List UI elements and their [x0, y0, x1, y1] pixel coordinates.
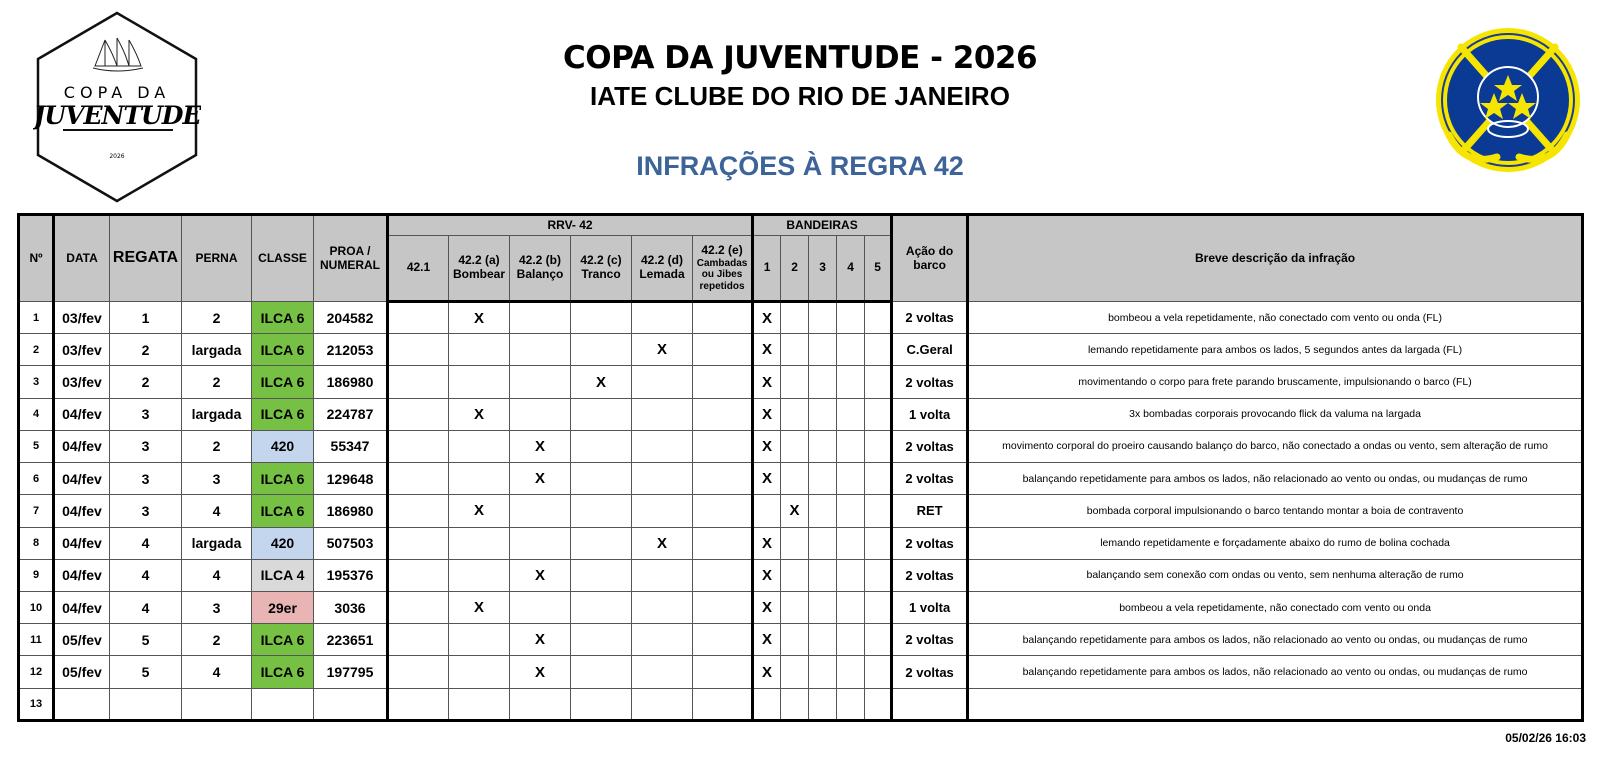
rrv-mark-cell — [632, 398, 693, 430]
rrv-mark-cell — [632, 624, 693, 656]
flag-mark-cell — [837, 398, 865, 430]
flag-mark-cell — [837, 430, 865, 462]
row-date: 05/fev — [54, 656, 110, 688]
print-timestamp: 05/02/26 16:03 — [1505, 731, 1586, 745]
rrv-mark-cell: X — [510, 463, 571, 495]
infractions-table — [17, 213, 1584, 722]
flag-mark-cell — [865, 398, 892, 430]
rrv-mark-cell — [693, 302, 753, 334]
rrv-mark-cell — [571, 463, 632, 495]
rrv-mark-cell — [388, 463, 449, 495]
col-classe-header: CLASSE — [252, 215, 314, 302]
rrv-mark-cell — [388, 366, 449, 398]
row-classe: 420 — [252, 527, 314, 559]
rrv-mark-cell — [449, 463, 510, 495]
row-number: 7 — [19, 495, 54, 527]
rrv-mark-cell — [632, 302, 693, 334]
rrv-mark-cell: X — [632, 527, 693, 559]
row-descricao: balançando sem conexão com ondas ou vento, sem nenhuma alteração de rumo — [968, 559, 1583, 591]
flag-mark-cell — [809, 624, 837, 656]
col-descricao-header: Breve descrição da infração — [968, 215, 1583, 302]
rrv-mark-cell — [510, 527, 571, 559]
table-row — [19, 430, 1583, 462]
rrv-mark-cell: X — [449, 398, 510, 430]
rrv-mark-cell — [388, 398, 449, 430]
row-acao: 2 voltas — [892, 624, 968, 656]
page-subtitle: IATE CLUBE DO RIO DE JANEIRO — [590, 81, 1010, 111]
rrv-mark-cell — [632, 591, 693, 623]
rrv-mark-cell: X — [510, 559, 571, 591]
rrv-mark-cell: X — [510, 656, 571, 688]
row-proa: 129648 — [314, 463, 388, 495]
row-regata: 1 — [110, 302, 182, 334]
row-acao: 1 volta — [892, 398, 968, 430]
flag-mark-cell — [837, 559, 865, 591]
row-number: 12 — [19, 656, 54, 688]
table-row — [19, 334, 1583, 366]
row-classe: ILCA 6 — [252, 366, 314, 398]
flag-mark-cell: X — [753, 591, 781, 623]
rrv-mark-cell — [510, 591, 571, 623]
table-row — [19, 302, 1583, 334]
rrv-mark-cell — [388, 656, 449, 688]
row-acao: 2 voltas — [892, 656, 968, 688]
rrv-mark-cell — [388, 559, 449, 591]
flag-mark-cell — [865, 334, 892, 366]
flag-mark-cell — [865, 527, 892, 559]
rrv-mark-cell: X — [510, 624, 571, 656]
row-acao: 2 voltas — [892, 463, 968, 495]
flag-mark-cell — [781, 591, 809, 623]
row-number: 9 — [19, 559, 54, 591]
row-acao: 1 volta — [892, 591, 968, 623]
flag-mark-cell — [809, 591, 837, 623]
row-perna: 4 — [182, 495, 252, 527]
rrv-mark-cell — [510, 334, 571, 366]
col-421-header: 42.1 — [388, 236, 449, 302]
flag-mark-cell — [837, 591, 865, 623]
row-number: 2 — [19, 334, 54, 366]
col-flag-4-header: 4 — [837, 236, 865, 302]
flag-mark-cell — [781, 688, 809, 720]
flag-mark-cell — [781, 656, 809, 688]
row-perna: 3 — [182, 463, 252, 495]
rrv-mark-cell — [693, 527, 753, 559]
rrv-mark-cell — [632, 430, 693, 462]
rrv-mark-cell — [449, 430, 510, 462]
rrv-mark-cell — [693, 591, 753, 623]
row-descricao: 3x bombadas corporais provocando flick da valuma na largada — [968, 398, 1583, 430]
flag-mark-cell — [809, 688, 837, 720]
row-acao: 2 voltas — [892, 430, 968, 462]
rrv-mark-cell — [449, 366, 510, 398]
flag-mark-cell — [865, 559, 892, 591]
rrv-mark-cell — [632, 495, 693, 527]
rrv-mark-cell — [693, 624, 753, 656]
flag-mark-cell — [865, 463, 892, 495]
col-422a-header: 42.2 (a) Bombear — [449, 236, 510, 302]
row-descricao: movimento corporal do proeiro causando balanço do barco, não conectado a ondas ou vento, sem alteração de rumo — [968, 430, 1583, 462]
row-regata — [110, 688, 182, 720]
row-descricao: balançando repetidamente para ambos os lados, não relacionado ao vento ou ondas, ou mudanças de rumo — [968, 624, 1583, 656]
rrv-mark-cell — [571, 527, 632, 559]
col-flag-5-header: 5 — [865, 236, 892, 302]
flag-mark-cell: X — [753, 398, 781, 430]
row-date: 04/fev — [54, 527, 110, 559]
rrv-mark-cell: X — [449, 591, 510, 623]
table-row — [19, 559, 1583, 591]
rrv-mark-cell — [693, 688, 753, 720]
col-flag-2-header: 2 — [781, 236, 809, 302]
rrv-mark-cell — [510, 366, 571, 398]
row-acao: 2 voltas — [892, 559, 968, 591]
flag-mark-cell: X — [781, 495, 809, 527]
rrv-mark-cell — [388, 430, 449, 462]
flag-mark-cell — [809, 559, 837, 591]
row-perna: largada — [182, 398, 252, 430]
rrv-mark-cell — [449, 527, 510, 559]
row-acao: RET — [892, 495, 968, 527]
row-regata: 4 — [110, 591, 182, 623]
row-proa: 223651 — [314, 624, 388, 656]
rrv-mark-cell — [571, 688, 632, 720]
col-data-header: DATA — [54, 215, 110, 302]
logo-line1: COPA DA — [63, 83, 171, 102]
flag-mark-cell: X — [753, 624, 781, 656]
row-descricao: movimentando o corpo para frete parando bruscamente, impulsionando o barco (FL) — [968, 366, 1583, 398]
row-number: 4 — [19, 398, 54, 430]
rrv-mark-cell — [693, 398, 753, 430]
row-regata: 3 — [110, 430, 182, 462]
row-classe: 420 — [252, 430, 314, 462]
col-422d-header: 42.2 (d) Lemada — [632, 236, 693, 302]
col-flag-1-header: 1 — [753, 236, 781, 302]
page-title: COPA DA JUVENTUDE - 2026 — [562, 40, 1038, 76]
rrv-mark-cell — [693, 495, 753, 527]
rrv-mark-cell — [510, 688, 571, 720]
row-date: 03/fev — [54, 366, 110, 398]
col-422b-header: 42.2 (b) Balanço — [510, 236, 571, 302]
row-number: 5 — [19, 430, 54, 462]
row-regata: 3 — [110, 495, 182, 527]
row-date: 04/fev — [54, 559, 110, 591]
rrv-mark-cell — [571, 430, 632, 462]
flag-mark-cell — [781, 334, 809, 366]
flag-mark-cell: X — [753, 366, 781, 398]
flag-mark-cell: X — [753, 559, 781, 591]
row-acao: 2 voltas — [892, 302, 968, 334]
col-regata-header: REGATA — [110, 215, 182, 302]
row-perna: 4 — [182, 656, 252, 688]
flag-mark-cell — [809, 656, 837, 688]
rrv-mark-cell — [571, 656, 632, 688]
table-row — [19, 398, 1583, 430]
flag-mark-cell — [753, 688, 781, 720]
rrv-mark-cell — [693, 656, 753, 688]
rrv-mark-cell — [693, 559, 753, 591]
rrv-mark-cell — [449, 624, 510, 656]
flag-mark-cell — [837, 495, 865, 527]
row-regata: 5 — [110, 656, 182, 688]
row-perna: largada — [182, 334, 252, 366]
col-422c-header: 42.2 (c) Tranco — [571, 236, 632, 302]
rrv-mark-cell — [449, 334, 510, 366]
row-proa: 507503 — [314, 527, 388, 559]
rrv-mark-cell — [571, 334, 632, 366]
table-row — [19, 463, 1583, 495]
flag-mark-cell — [809, 463, 837, 495]
rrv-mark-cell — [388, 591, 449, 623]
flag-mark-cell — [865, 624, 892, 656]
rrv-mark-cell — [388, 495, 449, 527]
rrv-group-header: RRV- 42 — [388, 215, 753, 236]
flag-mark-cell — [781, 527, 809, 559]
rrv-mark-cell — [388, 688, 449, 720]
rrv-mark-cell — [632, 463, 693, 495]
row-date: 03/fev — [54, 334, 110, 366]
rrv-mark-cell — [693, 463, 753, 495]
row-proa: 204582 — [314, 302, 388, 334]
flag-mark-cell: X — [753, 430, 781, 462]
flag-mark-cell — [809, 527, 837, 559]
rrv-mark-cell — [632, 559, 693, 591]
row-classe: ILCA 4 — [252, 559, 314, 591]
row-number: 10 — [19, 591, 54, 623]
flag-mark-cell — [753, 495, 781, 527]
flag-mark-cell — [837, 334, 865, 366]
rrv-mark-cell — [510, 495, 571, 527]
flag-mark-cell — [781, 398, 809, 430]
row-date: 03/fev — [54, 302, 110, 334]
logo-year-mark: 2026 — [109, 153, 125, 160]
flag-mark-cell — [837, 366, 865, 398]
flag-mark-cell — [865, 591, 892, 623]
row-acao: 2 voltas — [892, 527, 968, 559]
col-proa-header: PROA / NUMERAL — [314, 215, 388, 302]
flag-mark-cell: X — [753, 656, 781, 688]
row-regata: 3 — [110, 463, 182, 495]
row-descricao: lemando repetidamente para ambos os lados, 5 segundos antes da largada (FL) — [968, 334, 1583, 366]
rrv-mark-cell — [693, 366, 753, 398]
row-proa: 3036 — [314, 591, 388, 623]
row-number: 8 — [19, 527, 54, 559]
flag-mark-cell — [837, 527, 865, 559]
row-perna: 2 — [182, 430, 252, 462]
col-perna-header: PERNA — [182, 215, 252, 302]
row-descricao: bombeou a vela repetidamente, não conectado com vento ou onda (FL) — [968, 302, 1583, 334]
row-perna: largada — [182, 527, 252, 559]
flag-mark-cell — [809, 334, 837, 366]
flag-mark-cell — [837, 656, 865, 688]
row-date: 04/fev — [54, 463, 110, 495]
row-proa: 224787 — [314, 398, 388, 430]
rrv-mark-cell — [449, 656, 510, 688]
row-descricao — [968, 688, 1583, 720]
flag-mark-cell: X — [753, 527, 781, 559]
row-regata: 4 — [110, 527, 182, 559]
flag-mark-cell — [809, 430, 837, 462]
row-classe: ILCA 6 — [252, 495, 314, 527]
rrv-mark-cell — [449, 688, 510, 720]
row-date — [54, 688, 110, 720]
table-row — [19, 495, 1583, 527]
flag-mark-cell — [865, 430, 892, 462]
rrv-mark-cell — [571, 559, 632, 591]
flag-mark-cell — [837, 688, 865, 720]
rrv-mark-cell: X — [510, 430, 571, 462]
flag-mark-cell — [837, 624, 865, 656]
col-422e-header: 42.2 (e) Cambadas ou Jibes repetidos — [693, 236, 753, 302]
flag-mark-cell: X — [753, 463, 781, 495]
flag-mark-cell — [781, 430, 809, 462]
rrv-mark-cell — [693, 334, 753, 366]
row-regata: 2 — [110, 366, 182, 398]
row-perna: 4 — [182, 559, 252, 591]
table-row — [19, 688, 1583, 720]
rrv-mark-cell — [571, 398, 632, 430]
row-descricao: balançando repetidamente para ambos os lados, não relacionado ao vento ou ondas, ou mudanças de rumo — [968, 656, 1583, 688]
row-regata: 3 — [110, 398, 182, 430]
row-acao: C.Geral — [892, 334, 968, 366]
table-body — [19, 302, 1583, 721]
row-descricao: bombada corporal impulsionando o barco tentando montar a boia de contravento — [968, 495, 1583, 527]
row-acao — [892, 688, 968, 720]
rrv-mark-cell — [510, 398, 571, 430]
row-perna — [182, 688, 252, 720]
row-perna: 3 — [182, 591, 252, 623]
bandeiras-group-header: BANDEIRAS — [753, 215, 892, 236]
row-regata: 5 — [110, 624, 182, 656]
row-date: 05/fev — [54, 624, 110, 656]
row-date: 04/fev — [54, 495, 110, 527]
rrv-mark-cell — [388, 527, 449, 559]
row-classe: ILCA 6 — [252, 302, 314, 334]
flag-mark-cell — [837, 463, 865, 495]
col-n-header: Nº — [19, 215, 54, 302]
flag-mark-cell — [865, 366, 892, 398]
rrv-mark-cell: X — [449, 495, 510, 527]
row-number: 6 — [19, 463, 54, 495]
flag-mark-cell — [865, 656, 892, 688]
row-classe: 29er — [252, 591, 314, 623]
flag-mark-cell — [837, 302, 865, 334]
section-title: INFRAÇÕES À REGRA 42 — [636, 151, 964, 181]
table-row — [19, 527, 1583, 559]
rrv-mark-cell: X — [449, 302, 510, 334]
row-perna: 2 — [182, 302, 252, 334]
flag-mark-cell — [781, 302, 809, 334]
table-row — [19, 591, 1583, 623]
rrv-mark-cell — [449, 559, 510, 591]
row-number: 13 — [19, 688, 54, 720]
row-proa: 186980 — [314, 366, 388, 398]
row-classe: ILCA 6 — [252, 656, 314, 688]
rrv-mark-cell — [571, 624, 632, 656]
flag-mark-cell: X — [753, 334, 781, 366]
row-number: 3 — [19, 366, 54, 398]
flag-mark-cell — [809, 302, 837, 334]
col-flag-3-header: 3 — [809, 236, 837, 302]
table-row — [19, 624, 1583, 656]
flag-mark-cell — [809, 398, 837, 430]
row-proa — [314, 688, 388, 720]
rrv-mark-cell — [632, 656, 693, 688]
flag-mark-cell — [781, 366, 809, 398]
row-classe: ILCA 6 — [252, 334, 314, 366]
rrv-mark-cell — [632, 688, 693, 720]
col-acao-header: Ação do barco — [892, 215, 968, 302]
rrv-mark-cell — [571, 495, 632, 527]
row-classe: ILCA 6 — [252, 398, 314, 430]
row-perna: 2 — [182, 624, 252, 656]
row-classe — [252, 688, 314, 720]
row-proa: 186980 — [314, 495, 388, 527]
row-classe: ILCA 6 — [252, 624, 314, 656]
logo-line2: JUVENTUDE — [33, 101, 201, 130]
rrv-mark-cell — [388, 302, 449, 334]
table-row — [19, 656, 1583, 688]
row-number: 11 — [19, 624, 54, 656]
table-row — [19, 366, 1583, 398]
row-classe: ILCA 6 — [252, 463, 314, 495]
flag-mark-cell — [781, 624, 809, 656]
row-descricao: balançando repetidamente para ambos os lados, não relacionado ao vento ou ondas, ou mudanças de rumo — [968, 463, 1583, 495]
flag-mark-cell: X — [753, 302, 781, 334]
flag-mark-cell — [809, 495, 837, 527]
row-proa: 55347 — [314, 430, 388, 462]
rrv-mark-cell — [632, 366, 693, 398]
row-proa: 195376 — [314, 559, 388, 591]
rrv-mark-cell — [571, 302, 632, 334]
rrv-mark-cell — [388, 624, 449, 656]
row-number: 1 — [19, 302, 54, 334]
rrv-mark-cell — [388, 334, 449, 366]
rrv-mark-cell — [510, 302, 571, 334]
row-proa: 212053 — [314, 334, 388, 366]
flag-mark-cell — [781, 559, 809, 591]
row-descricao: lemando repetidamente e forçadamente abaixo do rumo de bolina cochada — [968, 527, 1583, 559]
flag-mark-cell — [865, 495, 892, 527]
flag-mark-cell — [865, 302, 892, 334]
row-descricao: bombeou a vela repetidamente, não conectado com vento ou onda — [968, 591, 1583, 623]
row-perna: 2 — [182, 366, 252, 398]
flag-mark-cell — [865, 688, 892, 720]
row-proa: 197795 — [314, 656, 388, 688]
rrv-mark-cell — [571, 591, 632, 623]
rrv-mark-cell — [693, 430, 753, 462]
rrv-mark-cell: X — [632, 334, 693, 366]
row-date: 04/fev — [54, 591, 110, 623]
flag-mark-cell — [809, 366, 837, 398]
row-acao: 2 voltas — [892, 366, 968, 398]
row-date: 04/fev — [54, 398, 110, 430]
flag-mark-cell — [781, 463, 809, 495]
row-date: 04/fev — [54, 430, 110, 462]
row-regata: 2 — [110, 334, 182, 366]
rrv-mark-cell: X — [571, 366, 632, 398]
row-regata: 4 — [110, 559, 182, 591]
